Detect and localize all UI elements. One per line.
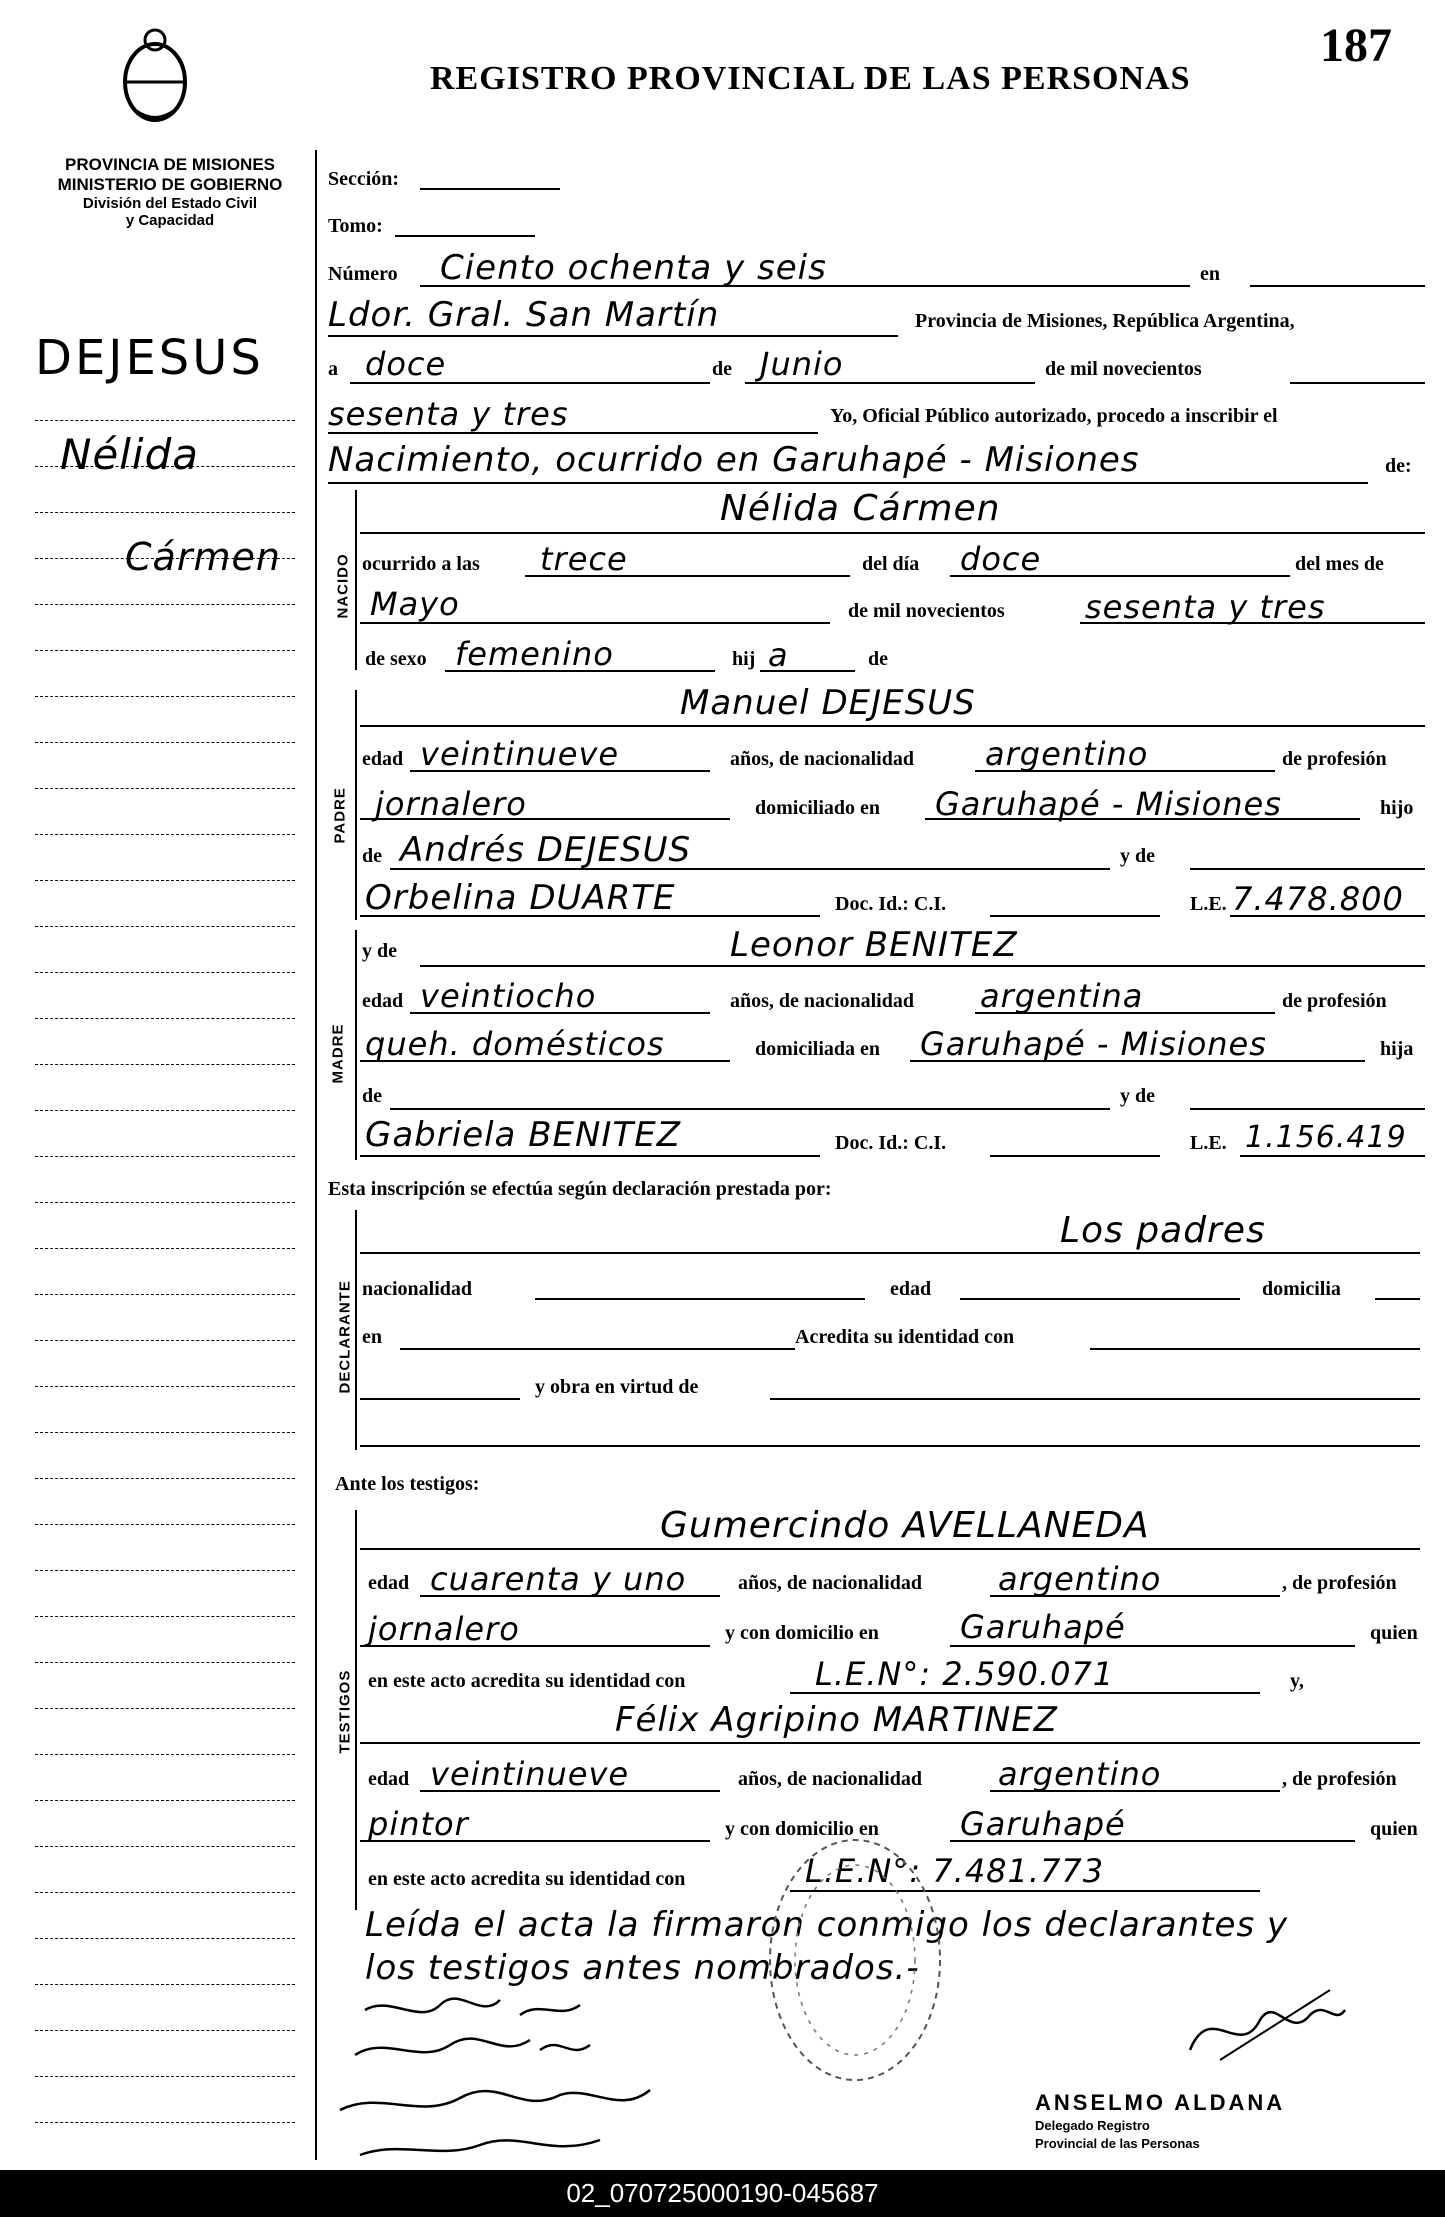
field-anio: sesenta y tres [328,395,569,433]
label-le-madre: L.E. [1190,1132,1227,1154]
margin-line [35,1386,295,1387]
margin-line [35,2122,295,2123]
margin-line [35,696,295,697]
field-t2-dom: Garuhapé [960,1805,1126,1843]
label-domiciliado: domiciliado en [755,797,881,819]
margin-line [35,1846,295,1847]
label-edad-padre: edad [362,748,404,770]
margin-surname: DEJESUS [35,330,264,386]
label-acredita: Acredita su identidad con [795,1326,1015,1348]
label-de: de [712,358,732,380]
section-label-padre: PADRE [331,787,349,844]
section-label-nacido: NACIDO [334,553,352,619]
margin-line [35,512,295,513]
label-de-abuelo-p: de [362,845,382,867]
label-numero: Número [328,263,398,285]
margin-given1: Nélida [60,430,199,479]
label-obra: y obra en virtud de [535,1376,699,1398]
label-edad-madre: edad [362,990,404,1012]
official-signature [1180,1980,1350,2070]
section-rule-testigos [355,1510,357,1910]
field-madre-nombre: Leonor BENITEZ [730,925,1018,965]
field-declarante: Los padres [1060,1210,1266,1251]
section-label-testigos: TESTIGOS [336,1669,354,1754]
field-t1-le: L.E.N°: 2.590.071 [815,1655,1115,1693]
field-abuelo-p: Andrés DEJESUS [400,830,692,870]
field-t1-dom: Garuhapé [960,1608,1126,1646]
margin-line [35,972,295,973]
margin-line [35,2030,295,2031]
label-tomo: Tomo: [328,215,383,237]
field-numero: Ciento ochenta y seis [440,248,827,288]
label-en: en [1200,263,1220,285]
label-sexo: de sexo [365,648,427,670]
field-dia: doce [365,345,447,383]
label-mil-nov: de mil novecientos [1045,358,1202,380]
field-padre-le: 7.478.800 [1232,880,1404,918]
label-doc-madre: Doc. Id.: C.I. [835,1132,947,1154]
label-con-dom-t1: y con domicilio en [725,1622,879,1644]
field-hora: trece [540,540,628,578]
field-t1-edad: cuarenta y uno [430,1560,687,1598]
label-nacionalidad: nacionalidad [362,1278,473,1300]
field-testigo2: Félix Agripino MARTINEZ [615,1700,1058,1740]
label-profesion-t2: , de profesión [1282,1768,1397,1790]
label-doc-padre: Doc. Id.: C.I. [835,893,947,915]
field-mes-nac: Mayo [370,585,460,623]
margin-line [35,1248,295,1249]
label-le-padre: L.E. [1190,893,1227,915]
issuer-line3: División del Estado Civil [82,195,258,212]
label-quien-t1: quien [1370,1622,1418,1644]
page-title: REGISTRO PROVINCIAL DE LAS PERSONAS [430,60,1191,97]
label-domiciliada: domiciliada en [755,1038,881,1060]
issuer-line1: PROVINCIA DE MISIONES [64,155,275,174]
section-rule-madre [355,930,357,1160]
margin-line [35,558,295,559]
label-y-de-madre: y de [362,940,397,962]
margin-line [35,742,295,743]
margin-line [35,1616,295,1617]
label-anos-nac-madre: años, de nacionalidad [730,990,914,1012]
label-hijo: hijo [1380,797,1414,819]
label-provincia: Provincia de Misiones, República Argentina, [915,310,1295,332]
margin-line [35,1708,295,1709]
label-ante-testigos: Ante los testigos: [335,1473,480,1495]
label-a: a [328,358,338,380]
label-profesion-padre: de profesión [1282,748,1387,770]
field-nombre: Nélida Cármen [720,488,1001,529]
label-del-dia: del día [862,553,920,575]
label-y-coma: y, [1290,1670,1304,1692]
field-padre-prof: jornalero [375,785,527,823]
footer-id-bar [0,2170,1445,2217]
field-mes: Junio [760,345,844,383]
field-t1-nac: argentino [998,1560,1162,1598]
section-label-declarante: DECLARANTE [336,1280,354,1394]
field-t2-nac: argentino [998,1755,1162,1793]
label-domicilia: domicilia [1262,1278,1341,1300]
label-hij: hij [732,648,756,670]
margin-line [35,2076,295,2077]
margin-line [35,1984,295,1985]
section-label-madre: MADRE [329,1023,347,1084]
label-esta-inscripcion: Esta inscripción se efectúa según declaración prestada por: [328,1178,832,1200]
margin-line [35,1938,295,1939]
field-abuela-p: Orbelina DUARTE [365,878,676,918]
margin-line [35,1570,295,1571]
margin-line [35,420,295,421]
field-lugar: Ldor. Gral. San Martín [328,295,720,335]
field-nacimiento: Nacimiento, ocurrido en Garuhapé - Misiones [328,440,1140,480]
margin-line [35,880,295,881]
label-anos-nac-padre: años, de nacionalidad [730,748,914,770]
issuer-block [20,155,320,229]
margin-line [35,1018,295,1019]
label-edad-decl: edad [890,1278,932,1300]
margin-line [35,1340,295,1341]
field-padre-nac: argentino [985,735,1149,773]
label-profesion-madre: de profesión [1282,990,1387,1012]
margin-given2: Cármen [125,535,281,579]
margin-line [35,1064,295,1065]
field-madre-edad: veintiocho [420,977,597,1015]
official-name: ANSELMO ALDANA [1035,2090,1286,2115]
field-sexo: femenino [455,635,614,673]
label-anos-nac-t2: años, de nacionalidad [738,1768,922,1790]
field-padre-dom: Garuhapé - Misiones [935,785,1282,823]
field-testigo1: Gumercindo AVELLANEDA [660,1505,1150,1546]
label-ocurrido: ocurrido a las [362,553,480,575]
margin-line [35,1662,295,1663]
margin-line [35,1202,295,1203]
margin-line [35,788,295,789]
margin-line [35,1432,295,1433]
footer-id: 02_0707250001​90-045687 [566,2178,879,2208]
label-de-colon: de: [1385,455,1412,477]
margin-line [35,466,295,467]
issuer-line4: y Capacidad [125,212,215,229]
label-edad-t1: edad [368,1572,410,1594]
field-abuela-m: Gabriela BENITEZ [365,1115,682,1155]
official-title2: Provincial de las Personas [1035,2136,1200,2151]
margin-line [35,1800,295,1801]
handwritten-signatures [330,1990,750,2170]
field-madre-le: 1.156.419 [1245,1120,1407,1155]
field-madre-prof: queh. domésticos [365,1025,665,1063]
margin-line [35,650,295,651]
section-rule-nacido [355,490,357,670]
margin-line [35,604,295,605]
label-en-acto-t1: en este acto acredita su identidad con [368,1670,686,1692]
label-con-dom-t2: y con domicilio en [725,1818,879,1840]
margin-line [35,1156,295,1157]
section-rule-padre [355,690,357,920]
label-edad-t2: edad [368,1768,410,1790]
margin-line [35,926,295,927]
issuer-line2: MINISTERIO DE GOBIERNO [57,175,283,194]
closing-line1: Leída el acta la firmaron conmigo los declarantes y [365,1905,1289,1945]
field-padre-nombre: Manuel DEJESUS [680,683,976,723]
coat-of-arms-icon [115,20,195,130]
margin-line [35,1524,295,1525]
label-profesion-t1: , de profesión [1282,1572,1397,1594]
margin-line [35,1754,295,1755]
label-y-de-m: y de [1120,1085,1155,1107]
label-del-mes: del mes de [1295,553,1384,575]
margin-line [35,1892,295,1893]
margin-line [35,1478,295,1479]
field-hij-suffix: a [768,636,789,674]
label-quien-t2: quien [1370,1818,1418,1840]
label-de-mil-nov: de mil novecientos [848,600,1005,622]
field-t2-edad: veintinueve [430,1755,630,1793]
official-title1: Delegado Registro [1035,2118,1150,2133]
field-madre-nac: argentina [980,977,1144,1015]
label-oficial: Yo, Oficial Público autorizado, procedo a inscribir el [830,405,1278,427]
label-anos-nac-t1: años, de nacionalidad [738,1572,922,1594]
field-padre-edad: veintinueve [420,735,620,773]
label-en-acto-t2: en este acto acredita su identidad con [368,1868,686,1890]
label-y-de-p: y de [1120,845,1155,867]
closing-line2: los testigos antes nombrados.- [365,1948,920,1988]
margin-line [35,1294,295,1295]
label-seccion: Sección: [328,168,400,190]
label-en-decl: en [362,1326,382,1348]
field-madre-dom: Garuhapé - Misiones [920,1025,1267,1063]
field-dia-nac: doce [960,540,1042,578]
section-rule-declarante [355,1210,357,1450]
label-de-abuelo-m: de [362,1085,382,1107]
page-number: 187 [1320,19,1392,72]
field-anio-nac: sesenta y tres [1085,588,1326,626]
field-t2-le: L.E.N°: 7.481.773 [805,1852,1105,1890]
label-hija: hija [1380,1038,1414,1060]
field-t2-prof: pintor [368,1805,469,1843]
signatures-area [330,1990,750,2170]
field-t1-prof: jornalero [368,1610,520,1648]
margin-line [35,1110,295,1111]
margin-line [35,834,295,835]
margin-rule [315,150,317,2160]
official-stamp [760,1830,950,2090]
label-de-hij: de [868,648,888,670]
